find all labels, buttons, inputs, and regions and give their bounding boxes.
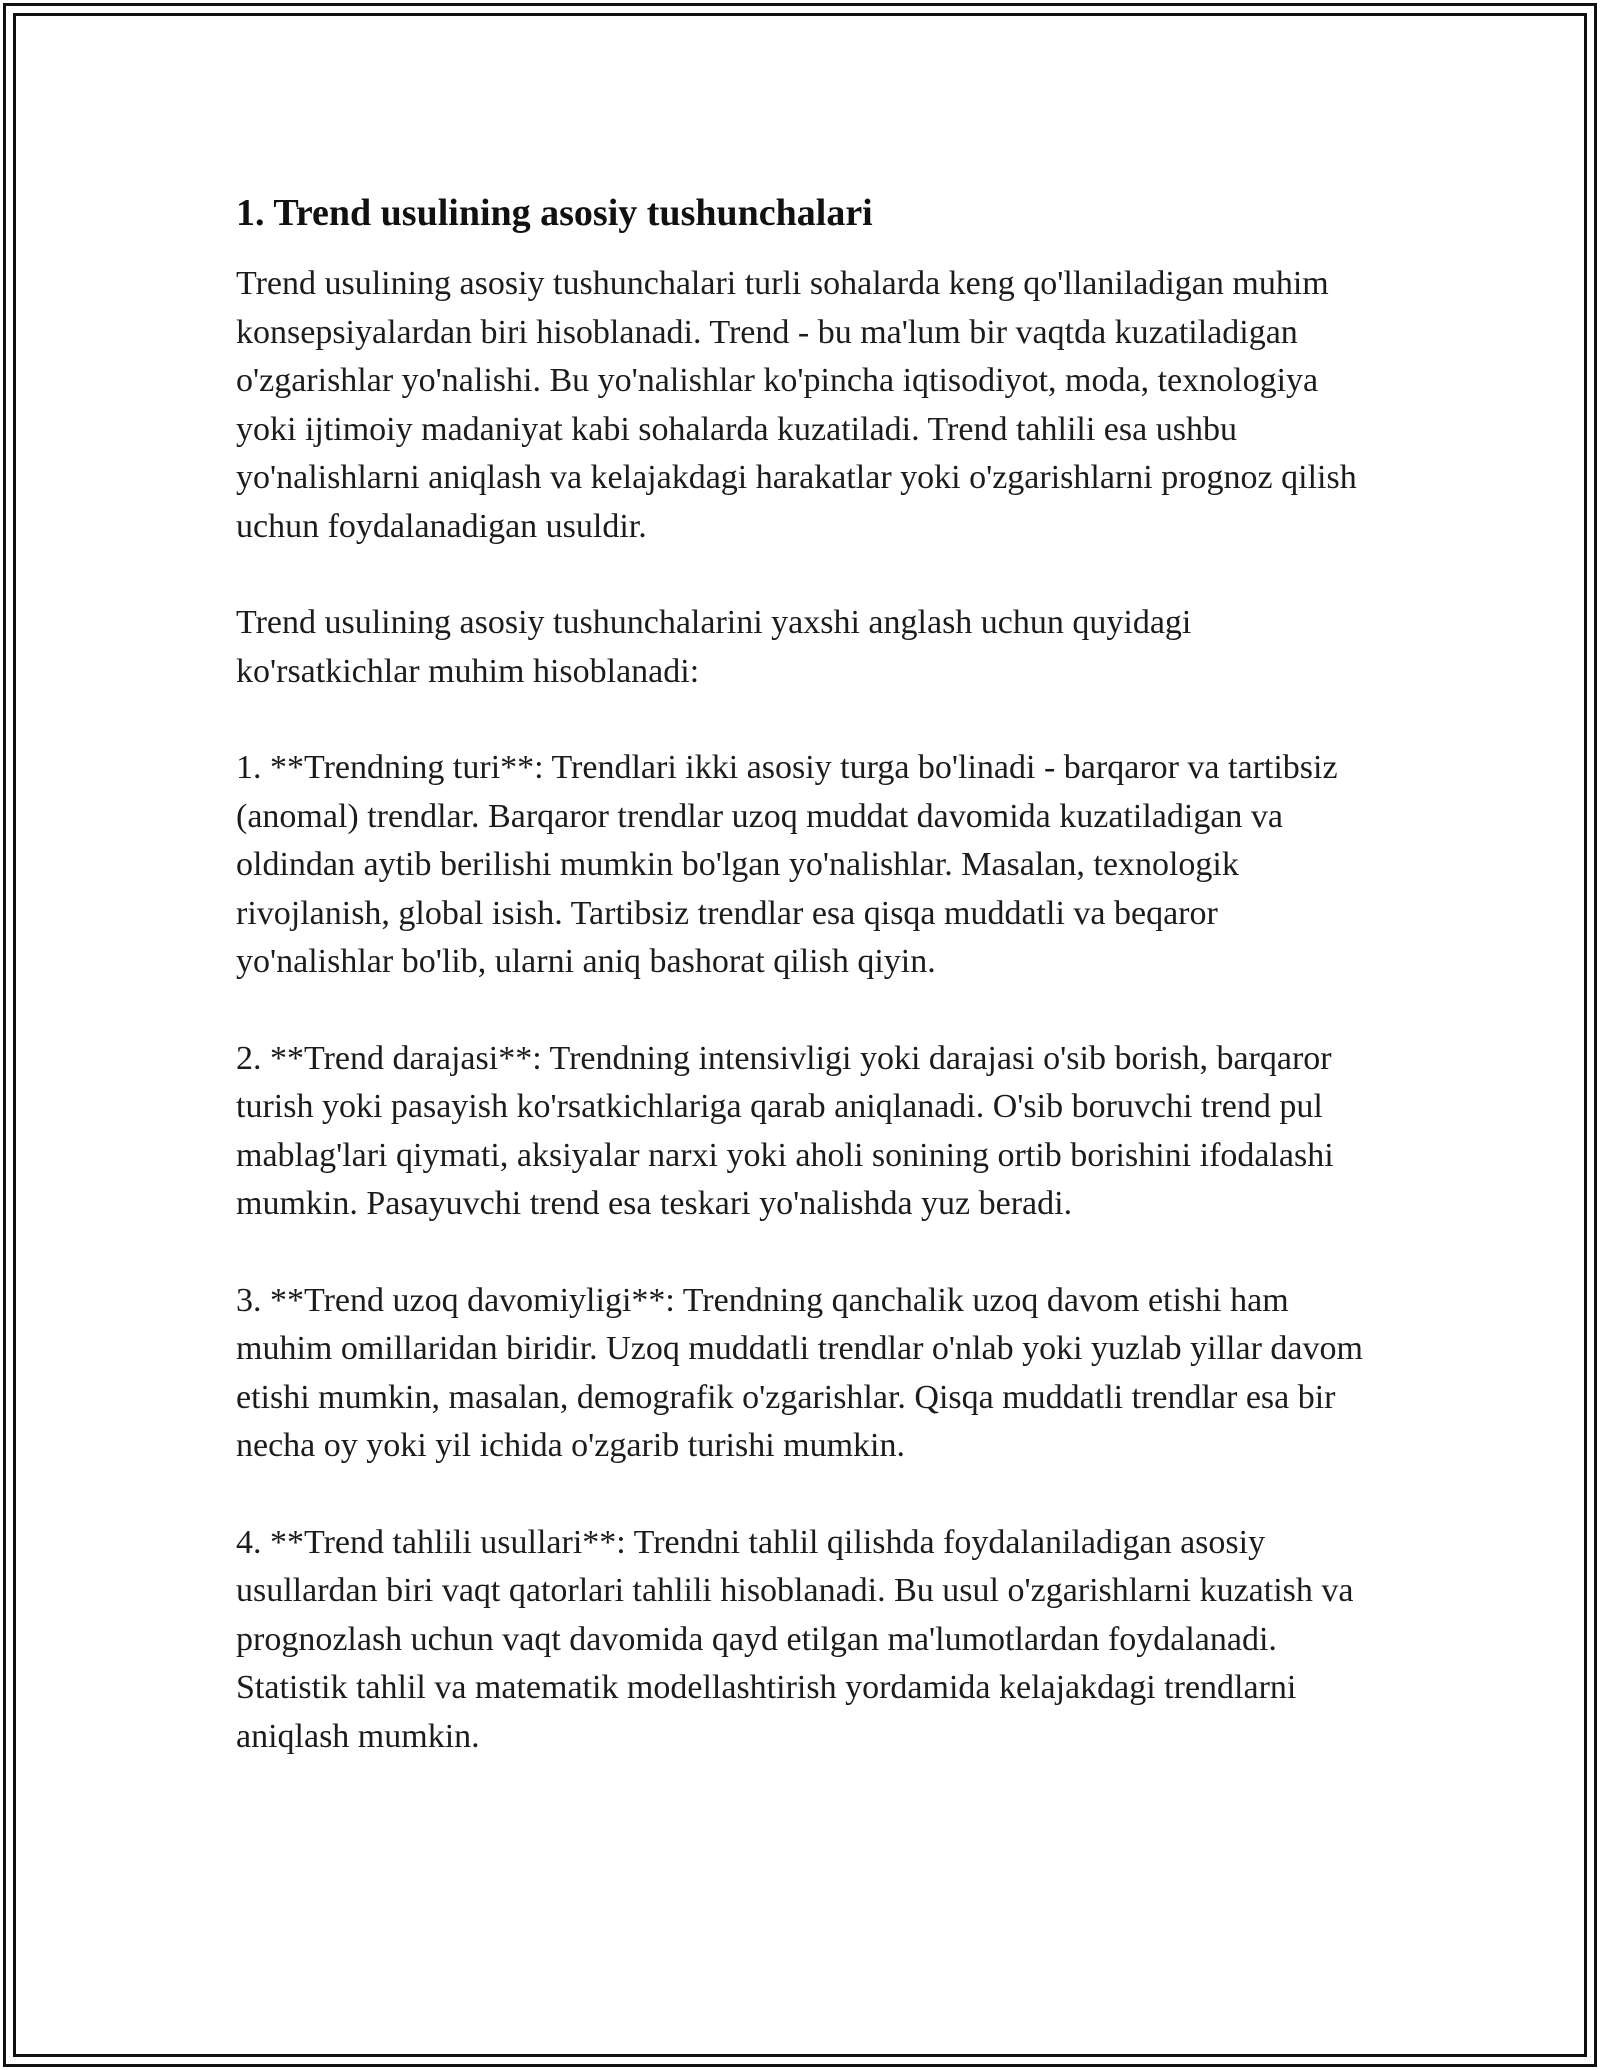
paragraph-trend-type: 1. **Trendning turi**: Trendlari ikki asosiy turga bo'linadi - barqaror va tartibsiz (anomal) trendlar. Barqaror trendlar uzoq muddat davomida kuzatiladigan va oldindan aytib berilishi mumkin bo'lgan yo'nalishlar. Masalan, texnologik rivojlanish, global isish. Tartibsiz trendlar esa qisqa muddatli va beqaror yo'nalishlar bo'lib, ularni aniq bashorat qilish qiyin. (236, 749, 1338, 980)
paragraph-trend-level: 2. **Trend darajasi**: Trendning intensivligi yoki darajasi o'sib borish, barqaror turish yoki pasayish ko'rsatkichlariga qarab aniqlanadi. O'sib boruvchi trend pul mablag'lari qiymati, aksiyalar narxi yoki aholi sonining ortib borishini ifodalashi mumkin. Pasayuvchi trend esa teskari yo'nalishda yuz beradi. (236, 1039, 1334, 1222)
document-body (236, 188, 1366, 1809)
paragraph-trend-methods: 4. **Trend tahlili usullari**: Trendni tahlil qilishda foydalaniladigan asosiy usullardan biri vaqt qatorlari tahlili hisoblanadi. Bu usul o'zgarishlarni kuzatish va prognozlash uchun vaqt davomida qayd etilgan ma'lumotlardan foydalanadi. Statistik tahlil va matematik modellashtirish yordamida kelajakdagi trendlarni aniqlash mumkin. (236, 1523, 1354, 1755)
section-heading: 1. Trend usulining asosiy tushunchalari (236, 192, 873, 234)
paragraph-intro: Trend usulining asosiy tushunchalari turli sohalarda keng qo'llaniladigan muhim konsepsiyalardan biri hisoblanadi. Trend - bu ma'lum bir vaqtda kuzatiladigan o'zgarishlar yo'nalishi. Bu yo'nalishlar ko'pincha iqtisodiyot, moda, texnologiya yoki ijtimoiy madaniyat kabi sohalarda kuzatiladi. Trend tahlili esa ushbu yo'nalishlarni aniqlash va kelajakdagi harakatlar yoki o'zgarishlarni prognoz qilish uchun foydalanadigan usuldir. (236, 265, 1357, 545)
paragraph-trend-duration: 3. **Trend uzoq davomiyligi**: Trendning qanchalik uzoq davom etishi ham muhim omillaridan biridir. Uzoq muddatli trendlar o'nlab yoki yuzlab yillar davom etishi mumkin, masalan, demografik o'zgarishlar. Qisqa muddatli trendlar esa bir necha oy yoki yil ichida o'zgarib turishi mumkin. (236, 1281, 1363, 1464)
paragraph-indicators-lead: Trend usulining asosiy tushunchalarini yaxshi anglash uchun quyidagi ko'rsatkichlar muhim hisoblanadi: (236, 604, 1192, 690)
